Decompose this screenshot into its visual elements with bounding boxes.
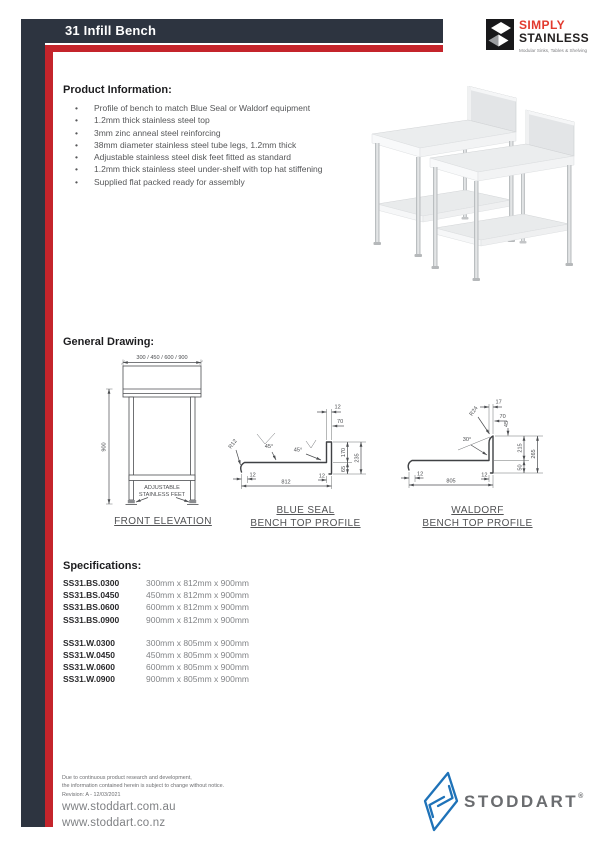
product-information-heading: Product Information: (63, 84, 172, 96)
table-row (63, 637, 249, 649)
list-item: • Profile of bench to match Blue Seal or Waldorf equipment (63, 102, 368, 114)
dim-length: 812 (281, 479, 291, 486)
dim-lip: 45 (504, 420, 510, 428)
waldorf-caption-line2: BENCH TOP PROFILE (422, 517, 533, 529)
list-item: • 3mm zinc anneal steel reinforcing (63, 127, 368, 139)
dim-angle: 30° (462, 437, 472, 443)
feet-note-line1: ADJUSTABLE (144, 485, 180, 491)
model-code: SS31.W.0450 (63, 650, 115, 661)
list-item: • 1.2mm thick stainless steel under-shelf with top hat stiffening (63, 163, 368, 175)
model-code: SS31.W.0900 (63, 674, 115, 685)
list-item: • Adjustable stainless steel disk feet fitted as standard (63, 151, 368, 163)
model-code: SS31.BS.0450 (63, 590, 120, 601)
blue-seal-models (63, 577, 249, 626)
dim-below-bench: 50 (517, 464, 524, 471)
product-information-list (63, 102, 368, 188)
stoddart-diamond-icon (423, 771, 459, 833)
list-item: • 1.2mm thick stainless steel top (63, 114, 368, 126)
front-elevation-drawing (98, 352, 228, 529)
model-size: 450mm x 812mm x 900mm (146, 590, 249, 601)
website-link-au[interactable]: www.stoddart.com.au (62, 801, 176, 813)
model-size: 300mm x 812mm x 900mm (146, 578, 249, 588)
left-accent-bar-red (45, 45, 53, 827)
dim-radius: R12 (228, 438, 239, 451)
dim-hem-left: 12 (417, 471, 424, 478)
waldorf-models (63, 637, 249, 686)
dim-hem-right: 12 (481, 472, 488, 479)
dim-angle-right: 45° (293, 447, 303, 454)
double-diamond-icon (486, 19, 514, 50)
product-information-section (63, 84, 368, 188)
dim-length: 805 (446, 478, 456, 485)
registered-trademark-symbol: ® (578, 793, 584, 800)
table-row (63, 614, 249, 626)
dim-upstand-width: 12 (334, 404, 341, 411)
website-links (62, 800, 176, 831)
model-code: SS31.W.0300 (63, 637, 115, 648)
model-size: 300mm x 805mm x 900mm (146, 637, 249, 648)
left-accent-bar-dark (21, 19, 45, 827)
stoddart-logo (423, 771, 583, 833)
website-link-nz[interactable]: www.stoddart.co.nz (62, 816, 166, 829)
dim-inner-height: 215 (517, 443, 524, 453)
brand-name-simply: SIMPLY (519, 18, 565, 32)
disclaimer (62, 774, 224, 790)
blue-seal-caption-line1: BLUE SEAL (276, 505, 335, 516)
table-row (63, 649, 249, 661)
dim-total-height: 235 (354, 453, 361, 463)
header-bar (21, 19, 443, 43)
table-row (63, 577, 249, 589)
dim-below-bench: 65 (341, 465, 347, 473)
blue-seal-profile-drawing (228, 396, 383, 530)
brand-tagline: Modular Sinks, Tables & Shelving (519, 48, 588, 53)
table-row (63, 589, 249, 601)
dim-width-options: 300 / 450 / 600 / 900 (136, 354, 188, 361)
list-item: • 38mm diameter stainless steel tube legs, 1.2mm thick (63, 139, 368, 151)
header-red-underline (45, 45, 443, 52)
disclaimer-line1: Due to continuous product research and development, (62, 775, 192, 781)
list-item: • Supplied flat packed ready for assembly (63, 176, 368, 188)
table-row (63, 661, 249, 673)
front-elevation-caption: FRONT ELEVATION (114, 516, 212, 527)
model-code: SS31.BS.0300 (63, 578, 120, 588)
brand-name-stainless: STAINLESS (519, 31, 590, 45)
page-title: 31 Infill Bench (65, 23, 157, 38)
dim-hem-right: 12 (318, 473, 325, 480)
dim-angle-left: 45° (264, 444, 274, 450)
dim-total-height: 265 (531, 449, 537, 459)
model-size: 900mm x 805mm x 900mm (146, 674, 249, 685)
model-size: 600mm x 805mm x 900mm (146, 662, 249, 673)
stoddart-name: STODDART (464, 792, 579, 811)
waldorf-profile-drawing (395, 391, 560, 530)
dim-upstand-width: 17 (495, 399, 502, 406)
table-row (63, 673, 249, 685)
dim-upstand-height: 70 (337, 419, 344, 425)
waldorf-caption-line1: WALDORF (451, 505, 504, 516)
model-size: 900mm x 812mm x 900mm (146, 614, 249, 625)
dim-inner-height: 170 (341, 447, 347, 458)
specifications-heading: Specifications: (63, 560, 142, 572)
blue-seal-caption-line2: BENCH TOP PROFILE (250, 517, 361, 529)
table-row (63, 601, 249, 613)
dim-upstand-height: 70 (499, 414, 506, 420)
disclaimer-line2: the information contained herein is subject to change without notice. (62, 783, 225, 789)
specifications-section (63, 560, 249, 686)
revision-note: Revision: A - 12/03/2021 (62, 792, 121, 798)
stoddart-wordmark (464, 792, 583, 812)
dim-height: 900 (101, 442, 108, 452)
model-code: SS31.BS.0600 (63, 602, 120, 613)
general-drawing-heading: General Drawing: (63, 336, 155, 348)
model-size: 450mm x 805mm x 900mm (146, 650, 249, 661)
dim-radius: R24 (468, 405, 480, 418)
product-photo (366, 86, 578, 291)
feet-note-line2: STAINLESS FEET (138, 492, 186, 498)
model-size: 600mm x 812mm x 900mm (146, 602, 249, 613)
simply-stainless-logo (486, 19, 589, 53)
dim-hem-left: 12 (249, 472, 256, 479)
model-code: SS31.W.0600 (63, 662, 115, 673)
model-code: SS31.BS.0900 (63, 614, 120, 625)
